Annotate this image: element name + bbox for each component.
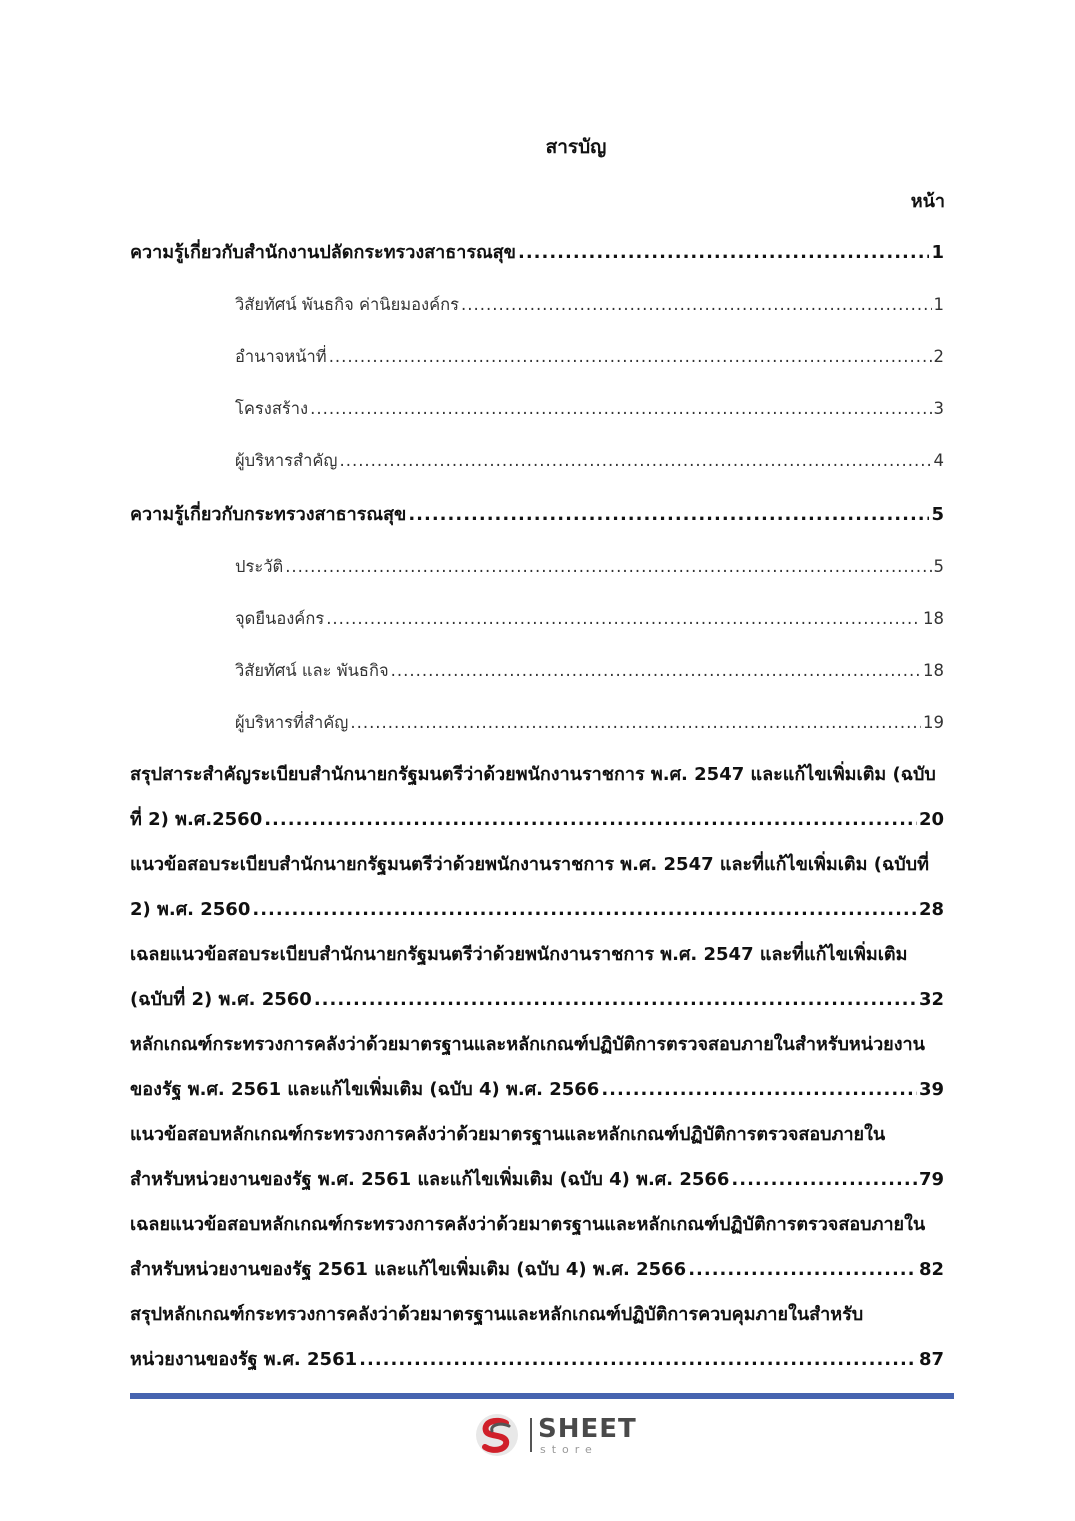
toc-entry-title: 2) พ.ศ. 2560 xyxy=(130,899,251,920)
toc-leader-dots xyxy=(339,438,931,483)
toc-leader-dots xyxy=(408,492,929,537)
toc-entry-title: สำหรับหน่วยงานของรัฐ 2561 และแก้ไขเพิ่มเติม (ฉบับ 4) พ.ศ. 2566 xyxy=(130,1259,687,1280)
toc-leader-dots xyxy=(731,1157,917,1202)
toc-entry[interactable] xyxy=(130,932,944,1022)
toc-entry-title-line1: แนวข้อสอบหลักเกณฑ์กระทรวงการคลังว่าด้วยมาตรฐานและหลักเกณฑ์ปฏิบัติการตรวจสอบภายใน xyxy=(130,1124,886,1145)
toc-entry-title: สำหรับหน่วยงานของรัฐ พ.ศ. 2561 และแก้ไขเพิ่มเติม (ฉบับ 4) พ.ศ. 2566 xyxy=(130,1169,730,1190)
toc-entry-title: ของรัฐ พ.ศ. 2561 และแก้ไขเพิ่มเติม (ฉบับ 4) พ.ศ. 2566 xyxy=(130,1079,600,1100)
footer-divider xyxy=(130,1393,954,1399)
toc-entry[interactable] xyxy=(130,492,944,537)
toc-entry-title-line1: เฉลยแนวข้อสอบระเบียบสำนักนายกรัฐมนตรีว่าด้วยพนักงานราชการ พ.ศ. 2547 และที่แก้ไขเพิ่มเติม xyxy=(130,944,908,965)
toc-entry-page-number: 5 xyxy=(933,557,944,576)
toc-entry-page-number: 18 xyxy=(923,609,944,628)
toc-entry[interactable] xyxy=(235,438,944,483)
page-number-header: หน้า xyxy=(910,191,945,212)
toc-entry-title: ความรู้เกี่ยวกับกระทรวงสาธารณสุข xyxy=(130,504,407,525)
s-logo-icon xyxy=(474,1412,520,1458)
toc-entry-title: วิสัยทัศน์ พันธกิจ ค่านิยมองค์กร xyxy=(235,295,459,314)
toc-entry-title: ผู้บริหารสำคัญ xyxy=(235,451,338,470)
toc-entry-title-line1: หลักเกณฑ์กระทรวงการคลังว่าด้วยมาตรฐานและหลักเกณฑ์ปฏิบัติการตรวจสอบภายในสำหรับหน่วยงาน xyxy=(130,1034,925,1055)
toc-entry-title: อำนาจหน้าที่ xyxy=(235,347,327,366)
toc-entry-title-line1: แนวข้อสอบระเบียบสำนักนายกรัฐมนตรีว่าด้วยพนักงานราชการ พ.ศ. 2547 และที่แก้ไขเพิ่มเติม (ฉบับที่ xyxy=(130,854,929,875)
toc-entry[interactable] xyxy=(235,282,944,327)
toc-entry[interactable] xyxy=(235,544,944,589)
toc-entry[interactable] xyxy=(235,386,944,431)
toc-leader-dots xyxy=(359,1337,917,1382)
logo-brand-subtext: store xyxy=(540,1443,598,1456)
toc-entry[interactable] xyxy=(235,648,944,693)
toc-leader-dots xyxy=(285,544,931,589)
toc-entry-page-number: 1 xyxy=(931,242,944,263)
toc-entry-page-number: 3 xyxy=(933,399,944,418)
toc-entry-title: หน่วยงานของรัฐ พ.ศ. 2561 xyxy=(130,1349,358,1370)
toc-entry-page-number: 1 xyxy=(933,295,944,314)
toc-entry-page-number: 32 xyxy=(918,989,944,1010)
page-title: สารบัญ xyxy=(545,136,607,158)
toc-entry-title: ประวัติ xyxy=(235,557,284,576)
toc-entry-page-number: 82 xyxy=(918,1259,944,1280)
toc-entry-title: โครงสร้าง xyxy=(235,399,309,418)
toc-leader-dots xyxy=(518,230,929,275)
toc-entry-title-line1: เฉลยแนวข้อสอบหลักเกณฑ์กระทรวงการคลังว่าด้วยมาตรฐานและหลักเกณฑ์ปฏิบัติการตรวจสอบภายใน xyxy=(130,1214,926,1235)
toc-entry[interactable] xyxy=(235,334,944,379)
toc-entry-page-number: 2 xyxy=(933,347,944,366)
toc-entry-page-number: 79 xyxy=(918,1169,944,1190)
toc-entry-title-line1: สรุปหลักเกณฑ์กระทรวงการคลังว่าด้วยมาตรฐานและหลักเกณฑ์ปฏิบัติการควบคุมภายในสำหรับ xyxy=(130,1304,864,1325)
toc-entry-page-number: 28 xyxy=(918,899,944,920)
toc-leader-dots xyxy=(461,282,932,327)
toc-entry[interactable] xyxy=(130,1292,944,1382)
toc-entry[interactable] xyxy=(130,1112,944,1202)
toc-entry-page-number: 87 xyxy=(918,1349,944,1370)
logo-brand-text: SHEET xyxy=(538,1414,637,1444)
toc-entry[interactable] xyxy=(130,842,944,932)
toc-leader-dots xyxy=(252,887,917,932)
toc-entry-title: วิสัยทัศน์ และ พันธกิจ xyxy=(235,661,389,680)
toc-entry[interactable] xyxy=(130,1202,944,1292)
toc-entry-page-number: 4 xyxy=(933,451,944,470)
toc-leader-dots xyxy=(310,386,931,431)
toc-leader-dots xyxy=(314,977,917,1022)
toc-entry-page-number: 18 xyxy=(923,661,944,680)
toc-entry[interactable] xyxy=(235,596,944,641)
toc-entry-title: ความรู้เกี่ยวกับสำนักงานปลัดกระทรวงสาธารณสุข xyxy=(130,242,516,263)
toc-leader-dots xyxy=(688,1247,917,1292)
toc-leader-dots xyxy=(350,700,921,745)
toc-entry-title: (ฉบับที่ 2) พ.ศ. 2560 xyxy=(130,989,312,1010)
toc-entry-title-line1: สรุปสาระสำคัญระเบียบสำนักนายกรัฐมนตรีว่าด้วยพนักงานราชการ พ.ศ. 2547 และแก้ไขเพิ่มเติม (ฉบับ xyxy=(130,764,936,785)
sheet-store-logo xyxy=(474,1412,637,1458)
toc-entry-page-number: 20 xyxy=(918,809,944,830)
logo-divider xyxy=(530,1418,532,1452)
toc-entry-title: ผู้บริหารที่สำคัญ xyxy=(235,713,349,732)
toc-entry[interactable] xyxy=(130,1022,944,1112)
toc-entry-title: จุดยืนองค์กร xyxy=(235,609,325,628)
toc-entry[interactable] xyxy=(235,700,944,745)
toc-leader-dots xyxy=(601,1067,917,1112)
toc-entry-title: ที่ 2) พ.ศ.2560 xyxy=(130,809,263,830)
toc-entry-page-number: 39 xyxy=(918,1079,944,1100)
toc-entry-page-number: 19 xyxy=(923,713,944,732)
toc-leader-dots xyxy=(329,334,932,379)
toc-leader-dots xyxy=(326,596,921,641)
toc-entry[interactable] xyxy=(130,752,944,842)
toc-entry[interactable] xyxy=(130,230,944,275)
toc-entry-page-number: 5 xyxy=(931,504,944,525)
toc-leader-dots xyxy=(264,797,917,842)
toc-leader-dots xyxy=(391,648,921,693)
